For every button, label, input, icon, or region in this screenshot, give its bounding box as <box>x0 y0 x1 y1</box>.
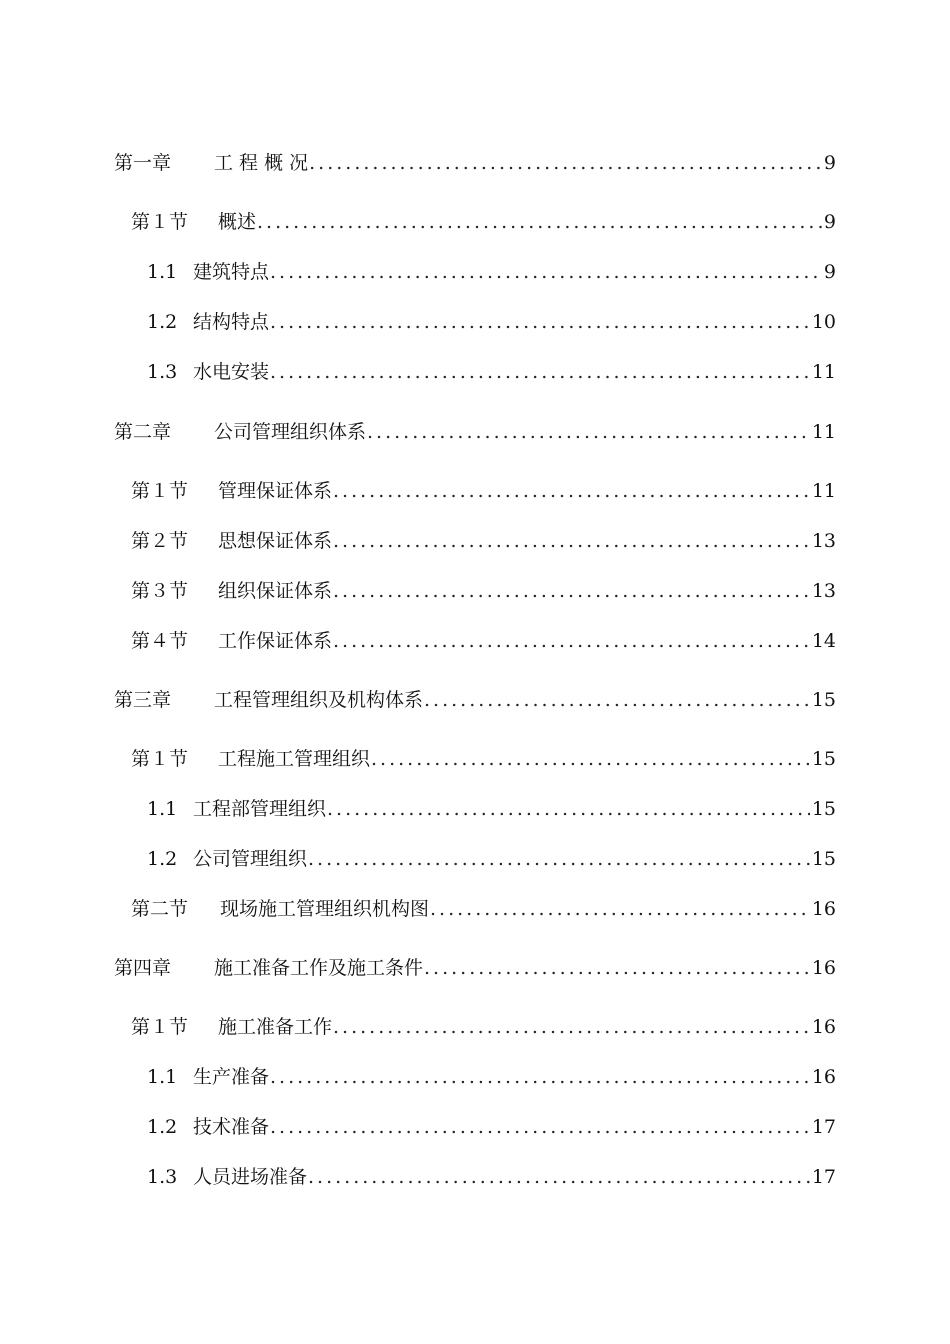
entry-page-number: 10 <box>811 311 836 333</box>
dot-leader <box>332 1015 810 1039</box>
entry-title: 思想保证体系 <box>218 530 333 552</box>
toc-entry-subsection[interactable] <box>147 1115 836 1139</box>
entry-page-number: 16 <box>811 1066 836 1088</box>
entry-number: 1.2 <box>147 1116 178 1138</box>
toc-entry-subsection[interactable] <box>147 1165 836 1189</box>
dot-leader <box>326 797 810 821</box>
toc-entry-subsection[interactable] <box>147 797 836 821</box>
dot-leader <box>370 747 810 771</box>
entry-page-number: 9 <box>823 211 836 233</box>
entry-number: 第１节 <box>131 211 189 233</box>
entry-title: 概述 <box>218 211 257 233</box>
entry-page-number: 13 <box>811 530 836 552</box>
toc-entry-section[interactable] <box>131 747 836 771</box>
entry-title: 工程部管理组织 <box>193 798 327 820</box>
dot-leader <box>307 1165 810 1189</box>
entry-number: 1.3 <box>147 361 178 383</box>
entry-title: 技术准备 <box>193 1116 270 1138</box>
entry-title: 管理保证体系 <box>218 480 333 502</box>
toc-entry-section[interactable] <box>131 629 836 653</box>
entry-number: 第１节 <box>131 748 189 770</box>
entry-number: 1.1 <box>147 1066 178 1088</box>
entry-number: 第２节 <box>131 530 189 552</box>
entry-page-number: 11 <box>811 421 836 443</box>
entry-number: 第二节 <box>131 898 189 920</box>
entry-title: 现场施工管理组织机构图 <box>220 898 430 920</box>
entry-title: 施工准备工作及施工条件 <box>214 957 424 979</box>
toc-entry-subsection[interactable] <box>147 260 836 284</box>
toc-entry-chapter[interactable] <box>114 151 836 175</box>
entry-page-number: 11 <box>811 361 836 383</box>
toc-entry-section[interactable] <box>131 897 836 921</box>
entry-title: 工程施工管理组织 <box>218 748 371 770</box>
entry-page-number: 14 <box>811 630 836 652</box>
entry-title: 建筑特点 <box>193 261 270 283</box>
entry-title: 工作保证体系 <box>218 630 333 652</box>
dot-leader <box>332 579 810 603</box>
entry-title: 工 程 概 况 <box>214 152 309 174</box>
entry-number: 第一章 <box>114 152 172 174</box>
entry-number: 第四章 <box>114 957 172 979</box>
entry-page-number: 16 <box>811 957 836 979</box>
entry-number: 第１节 <box>131 480 189 502</box>
entry-page-number: 9 <box>823 152 836 174</box>
dot-leader <box>269 260 822 284</box>
toc-entry-subsection[interactable] <box>147 310 836 334</box>
entry-number: 1.1 <box>147 798 178 820</box>
dot-leader <box>256 210 822 234</box>
entry-number: 1.2 <box>147 848 178 870</box>
toc-entry-section[interactable] <box>131 1015 836 1039</box>
dot-leader <box>308 151 822 175</box>
entry-page-number: 9 <box>823 261 836 283</box>
toc-entry-section[interactable] <box>131 210 836 234</box>
entry-number: 第１节 <box>131 1016 189 1038</box>
toc-entry-section[interactable] <box>131 529 836 553</box>
entry-page-number: 15 <box>811 798 836 820</box>
dot-leader <box>269 310 810 334</box>
entry-title: 人员进场准备 <box>193 1166 308 1188</box>
entry-number: 1.1 <box>147 261 178 283</box>
entry-title: 结构特点 <box>193 311 270 333</box>
entry-title: 施工准备工作 <box>218 1016 333 1038</box>
toc-entry-subsection[interactable] <box>147 1065 836 1089</box>
entry-number: 第３节 <box>131 580 189 602</box>
entry-page-number: 17 <box>811 1116 836 1138</box>
dot-leader <box>332 529 810 553</box>
entry-number: 第４节 <box>131 630 189 652</box>
toc-entry-subsection[interactable] <box>147 847 836 871</box>
entry-number: 第二章 <box>114 421 172 443</box>
toc-entry-section[interactable] <box>131 579 836 603</box>
entry-page-number: 15 <box>811 848 836 870</box>
dot-leader <box>423 688 810 712</box>
dot-leader <box>366 420 810 444</box>
entry-title: 工程管理组织及机构体系 <box>214 689 424 711</box>
entry-title: 生产准备 <box>193 1066 270 1088</box>
entry-number: 1.3 <box>147 1166 178 1188</box>
entry-page-number: 13 <box>811 580 836 602</box>
entry-page-number: 15 <box>811 748 836 770</box>
dot-leader <box>429 897 810 921</box>
toc-entry-chapter[interactable] <box>114 688 836 712</box>
entry-page-number: 16 <box>811 1016 836 1038</box>
toc-entry-chapter[interactable] <box>114 420 836 444</box>
entry-number: 1.2 <box>147 311 178 333</box>
entry-title: 组织保证体系 <box>218 580 333 602</box>
entry-page-number: 11 <box>811 480 836 502</box>
dot-leader <box>423 956 810 980</box>
entry-page-number: 16 <box>811 898 836 920</box>
toc-entry-section[interactable] <box>131 479 836 503</box>
entry-number: 第三章 <box>114 689 172 711</box>
dot-leader <box>307 847 810 871</box>
dot-leader <box>269 1115 810 1139</box>
entry-page-number: 17 <box>811 1166 836 1188</box>
dot-leader <box>332 479 810 503</box>
dot-leader <box>332 629 810 653</box>
toc-entry-subsection[interactable] <box>147 360 836 384</box>
entry-title: 公司管理组织 <box>193 848 308 870</box>
entry-title: 公司管理组织体系 <box>214 421 367 443</box>
entry-title: 水电安装 <box>193 361 270 383</box>
dot-leader <box>269 1065 810 1089</box>
entry-page-number: 15 <box>811 689 836 711</box>
toc-entry-chapter[interactable] <box>114 956 836 980</box>
dot-leader <box>269 360 810 384</box>
